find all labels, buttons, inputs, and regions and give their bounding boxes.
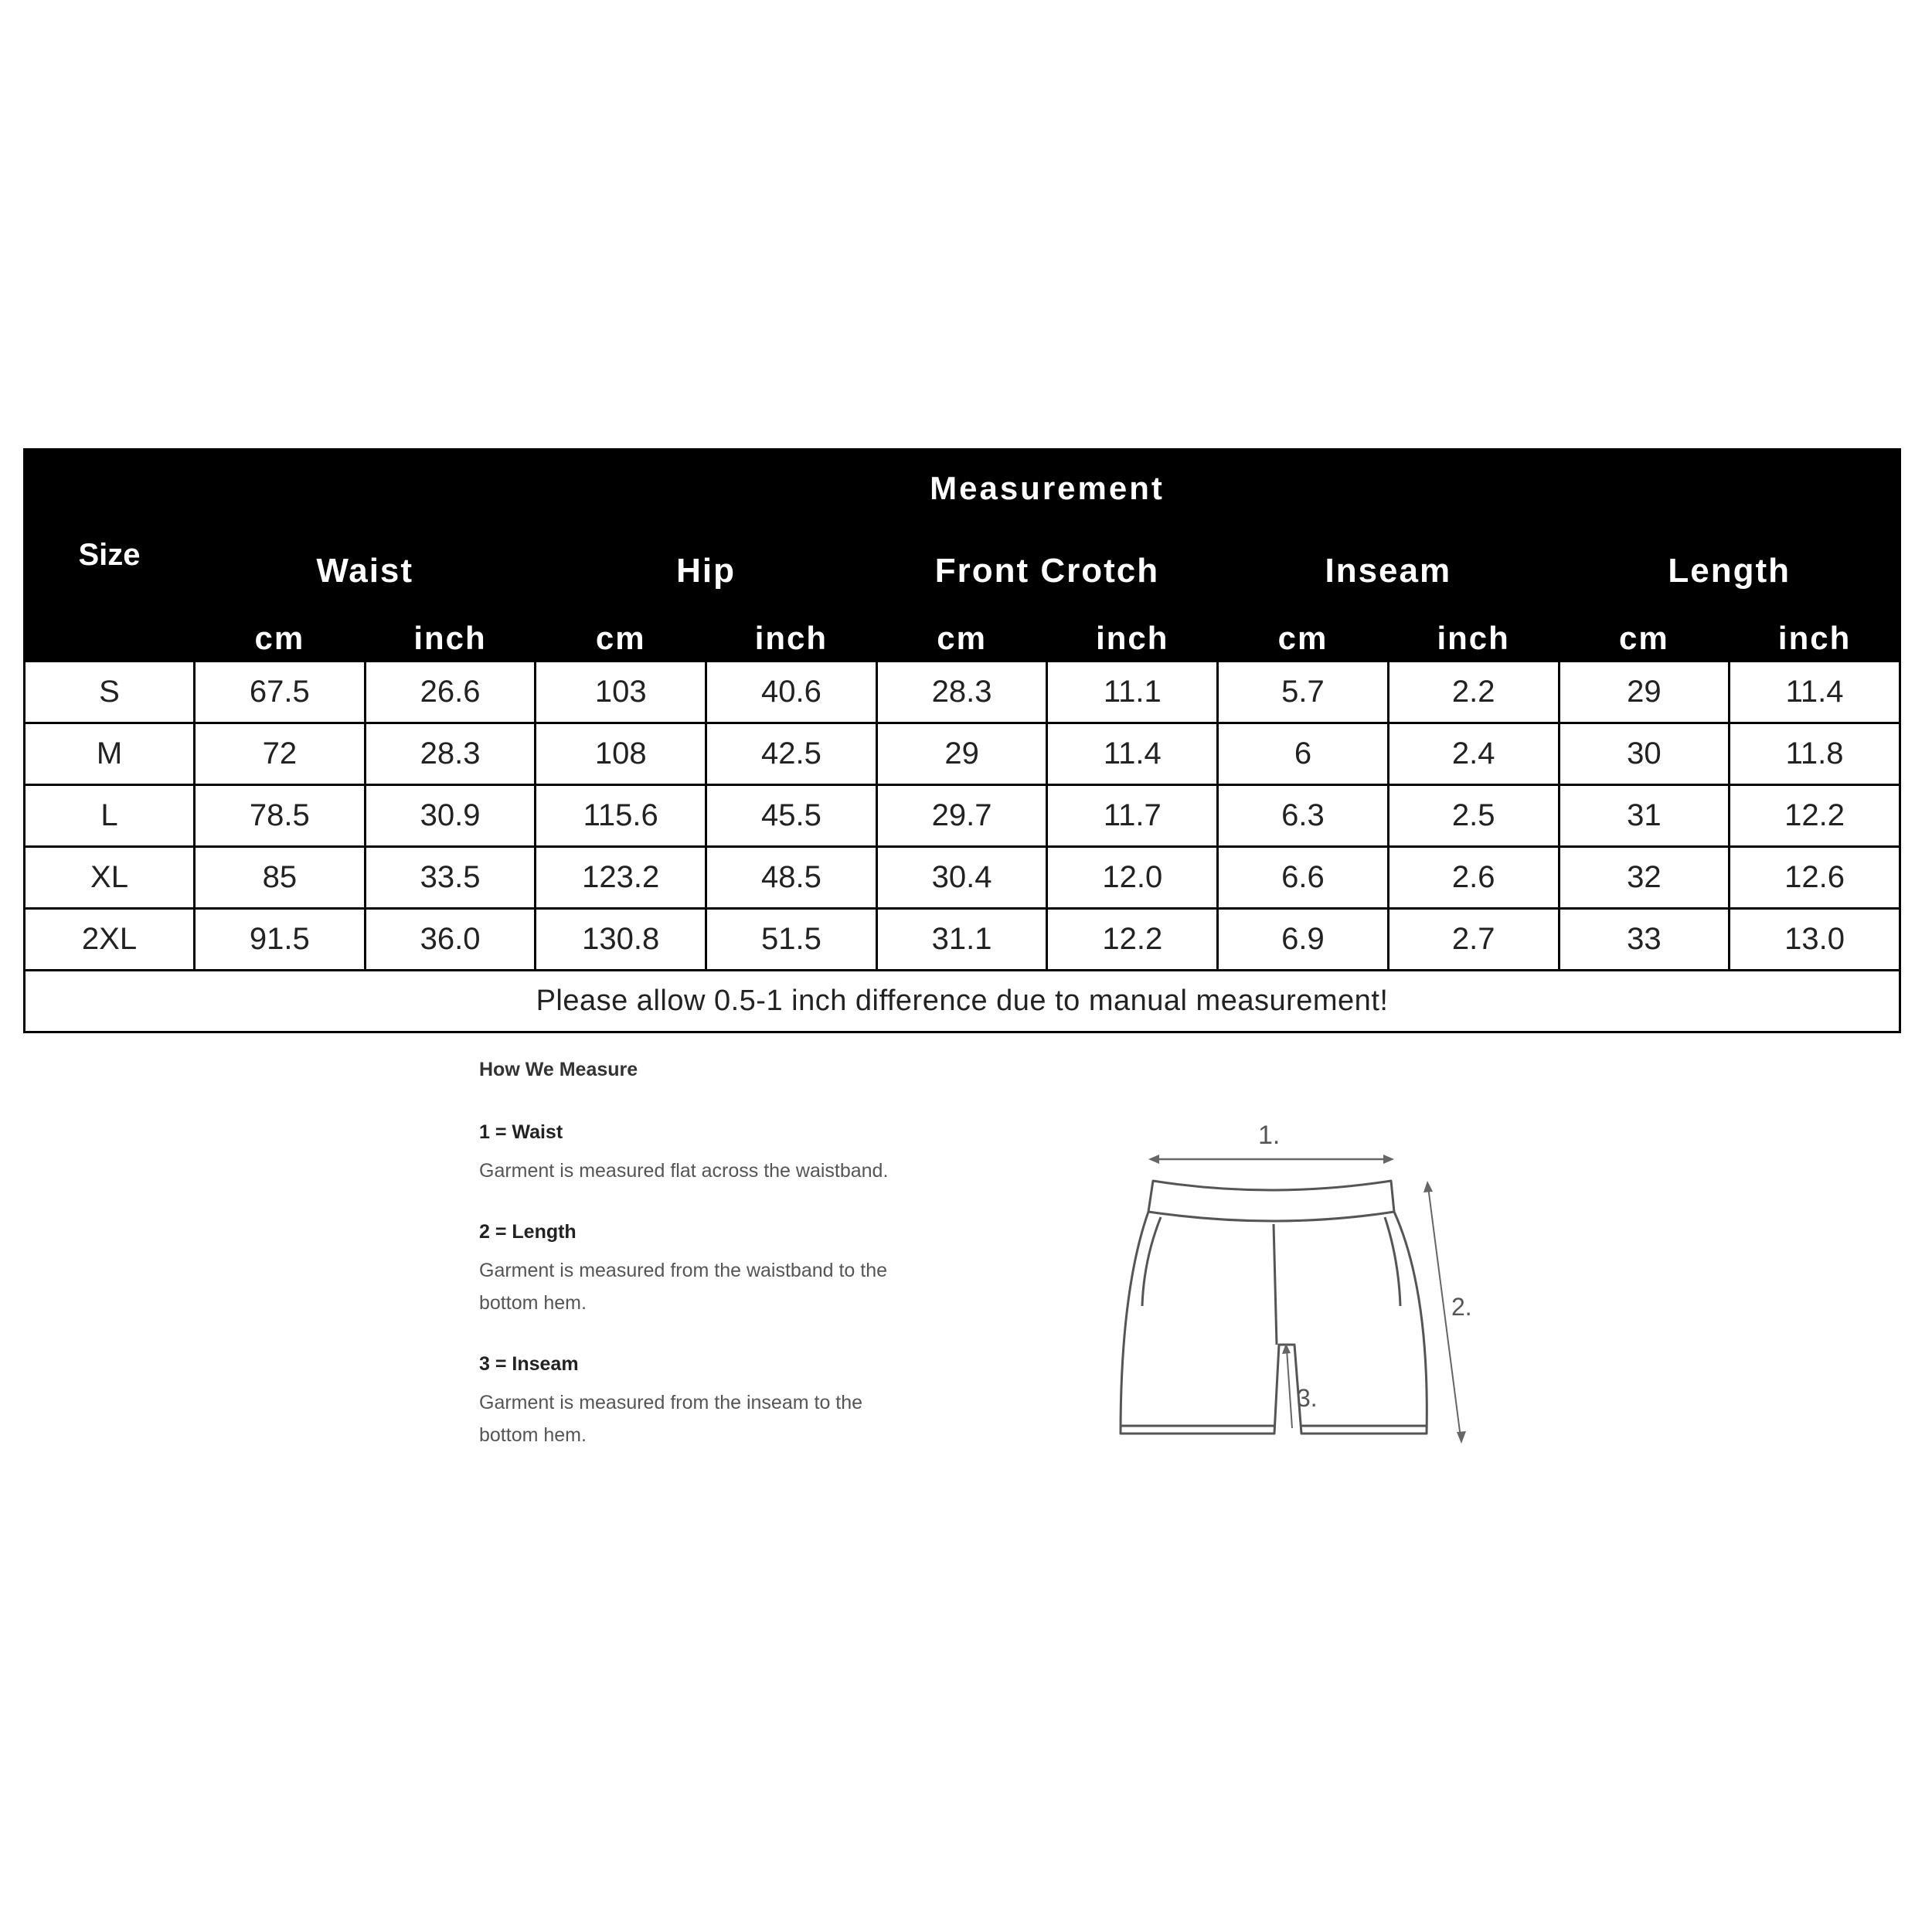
table-row [25,723,1900,785]
measure-item-text: Garment is measured from the waistband to the [479,1260,888,1281]
table-cell: 2.7 [1388,909,1559,971]
unit-header: cm [536,616,706,662]
size-chart-table [23,448,1901,1033]
table-row [25,847,1900,909]
measure-item-inseam [479,1353,958,1451]
group-header-waist: Waist [195,527,536,616]
measure-item-title: 1 = Waist [479,1121,563,1143]
inseam-arrow [1282,1343,1292,1428]
table-cell: 123.2 [536,847,706,909]
size-cell: M [25,723,195,785]
table-cell: 6.9 [1218,909,1389,971]
measure-item-text: bottom hem. [479,1424,587,1446]
table-cell: 32 [1559,847,1730,909]
size-cell: L [25,785,195,847]
table-cell: 42.5 [706,723,877,785]
table-cell: 2.6 [1388,847,1559,909]
unit-header: cm [876,616,1047,662]
how-we-measure-section [479,1059,958,1485]
table-row [25,909,1900,971]
measure-item-text: bottom hem. [479,1292,587,1314]
table-cell: 11.8 [1730,723,1900,785]
measure-item-waist [479,1121,958,1187]
table-cell: 2.2 [1388,662,1559,723]
table-cell: 29 [1559,662,1730,723]
measure-item-title: 2 = Length [479,1221,577,1243]
table-cell: 31.1 [876,909,1047,971]
table-cell: 6 [1218,723,1389,785]
table-cell: 36.0 [365,909,536,971]
table-cell: 72 [195,723,366,785]
table-cell: 45.5 [706,785,877,847]
table-cell: 85 [195,847,366,909]
table-cell: 11.1 [1047,662,1218,723]
group-header-hip: Hip [536,527,876,616]
table-cell: 11.4 [1730,662,1900,723]
measurement-note: Please allow 0.5-1 inch difference due to manual measurement! [25,971,1900,1032]
table-cell: 6.3 [1218,785,1389,847]
size-header: Size [25,450,195,662]
table-cell: 30.4 [876,847,1047,909]
shorts-measurement-diagram [1097,1113,1484,1453]
table-cell: 29.7 [876,785,1047,847]
table-cell: 28.3 [365,723,536,785]
table-cell: 13.0 [1730,909,1900,971]
diagram-label-1: 1. [1258,1121,1281,1150]
table-cell: 48.5 [706,847,877,909]
measure-item-title: 3 = Inseam [479,1353,579,1375]
unit-header: cm [1218,616,1389,662]
table-cell: 103 [536,662,706,723]
unit-header: inch [706,616,877,662]
unit-header: inch [1047,616,1218,662]
table-cell: 26.6 [365,662,536,723]
table-cell: 31 [1559,785,1730,847]
table-cell: 2.5 [1388,785,1559,847]
shorts-outline [1121,1181,1427,1434]
measurement-header: Measurement [195,450,1900,527]
table-cell: 78.5 [195,785,366,847]
table-cell: 2.4 [1388,723,1559,785]
group-header-inseam: Inseam [1218,527,1559,616]
group-header-length: Length [1559,527,1900,616]
how-we-measure-title: How We Measure [479,1059,638,1080]
table-cell: 12.0 [1047,847,1218,909]
table-cell: 12.2 [1047,909,1218,971]
unit-header: inch [365,616,536,662]
shorts-icon [1097,1113,1484,1453]
table-cell: 30.9 [365,785,536,847]
diagram-label-3: 3. [1297,1384,1318,1412]
table-cell: 5.7 [1218,662,1389,723]
table-cell: 11.7 [1047,785,1218,847]
table-cell: 115.6 [536,785,706,847]
diagram-label-2: 2. [1451,1293,1472,1321]
unit-header: inch [1730,616,1900,662]
table-cell: 40.6 [706,662,877,723]
table-cell: 130.8 [536,909,706,971]
table-row [25,662,1900,723]
table-cell: 67.5 [195,662,366,723]
table-cell: 12.2 [1730,785,1900,847]
unit-header: cm [1559,616,1730,662]
measure-item-text: Garment is measured flat across the waistband. [479,1160,889,1182]
measure-item-text: Garment is measured from the inseam to the [479,1392,863,1413]
table-cell: 33 [1559,909,1730,971]
size-cell: XL [25,847,195,909]
table-cell: 28.3 [876,662,1047,723]
unit-header: cm [195,616,366,662]
measure-item-length [479,1221,958,1319]
size-cell: S [25,662,195,723]
table-cell: 6.6 [1218,847,1389,909]
table-cell: 29 [876,723,1047,785]
unit-header: inch [1388,616,1559,662]
table-row [25,785,1900,847]
table-cell: 108 [536,723,706,785]
waist-arrow [1148,1155,1394,1164]
table-cell: 33.5 [365,847,536,909]
table-cell: 30 [1559,723,1730,785]
group-header-front-crotch: Front Crotch [876,527,1217,616]
size-cell: 2XL [25,909,195,971]
table-cell: 11.4 [1047,723,1218,785]
table-cell: 51.5 [706,909,877,971]
table-cell: 91.5 [195,909,366,971]
table-cell: 12.6 [1730,847,1900,909]
